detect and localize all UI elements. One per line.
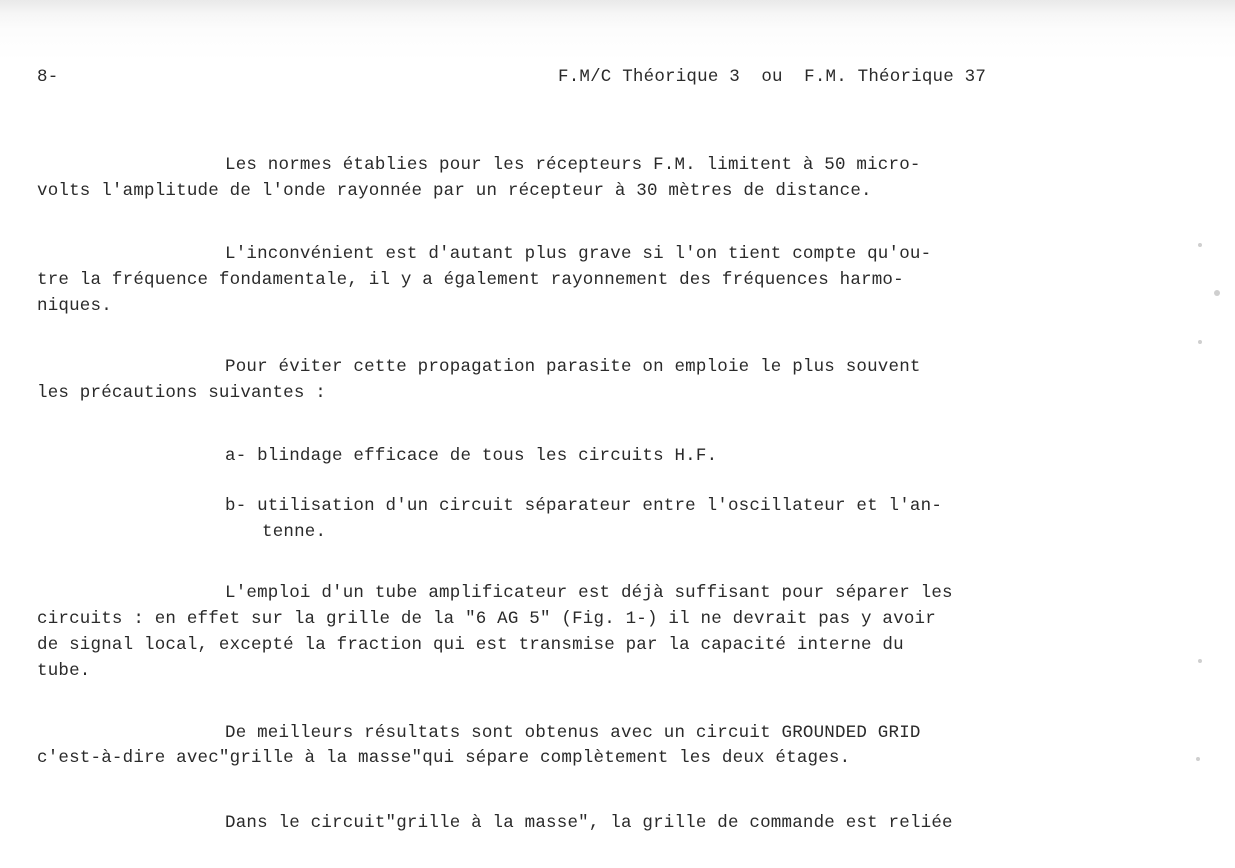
scan-speck [1196, 757, 1200, 761]
scan-speck [1214, 290, 1220, 296]
paragraph-1-line-2: volts l'amplitude de l'onde rayonnée par un récepteur à 30 mètres de distance. [37, 181, 872, 201]
scan-speck [1198, 243, 1202, 247]
paragraph-2-line-3: niques. [37, 296, 112, 316]
document-reference: F.M/C Théorique 3 ou F.M. Théorique 37 [558, 67, 987, 87]
scan-speck [1198, 340, 1202, 344]
scan-speck [1198, 659, 1202, 663]
paragraph-4-line-2: circuits : en effet sur la grille de la "6 AG 5" (Fig. 1-) il ne devrait pas y avoir [37, 609, 936, 629]
page-number: 8- [37, 67, 59, 87]
list-item-b-line-1: b- utilisation d'un circuit séparateur entre l'oscillateur et l'an- [225, 496, 943, 516]
list-item-a: a- blindage efficace de tous les circuits H.F. [225, 446, 718, 466]
paragraph-6-line-1: Dans le circuit"grille à la masse", la grille de commande est reliée [225, 813, 953, 833]
paragraph-5-line-2: c'est-à-dire avec"grille à la masse"qui sépare complètement les deux étages. [37, 748, 851, 768]
paragraph-2-line-2: tre la fréquence fondamentale, il y a également rayonnement des fréquences harmo- [37, 270, 904, 290]
paragraph-3-line-1: Pour éviter cette propagation parasite on emploie le plus souvent [225, 357, 921, 377]
paragraph-4-line-4: tube. [37, 661, 91, 681]
paragraph-4-line-3: de signal local, excepté la fraction qui est transmise par la capacité interne du [37, 635, 904, 655]
paragraph-5-line-1: De meilleurs résultats sont obtenus avec un circuit GROUNDED GRID [225, 723, 921, 743]
paragraph-2-line-1: L'inconvénient est d'autant plus grave si l'on tient compte qu'ou- [225, 244, 932, 264]
paragraph-3-line-2: les précautions suivantes : [37, 383, 326, 403]
paragraph-4-line-1: L'emploi d'un tube amplificateur est déjà suffisant pour séparer les [225, 583, 953, 603]
paragraph-1-line-1: Les normes établies pour les récepteurs F.M. limitent à 50 micro- [225, 155, 921, 175]
list-item-b-line-2: tenne. [262, 522, 327, 542]
